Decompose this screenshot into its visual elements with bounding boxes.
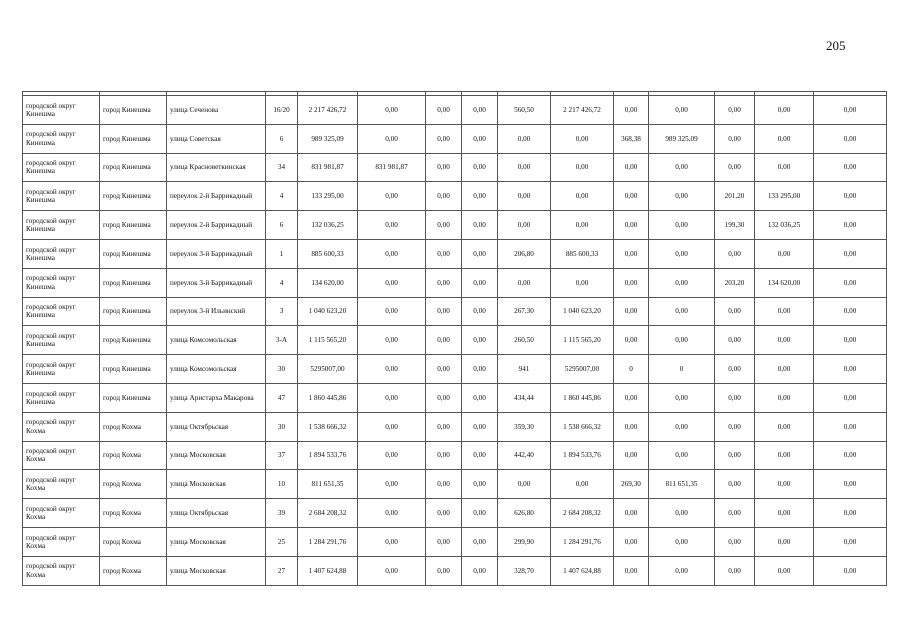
table-row: [23, 96, 887, 125]
cell-cost-col-8: 0,00: [462, 239, 498, 268]
cell-house-number: 3: [266, 297, 298, 326]
cell-cost-col-10: 0,00: [551, 268, 614, 297]
cell-municipality: городской округ Кинешма: [23, 326, 100, 355]
cell-cost-col-15: 0,00: [814, 355, 887, 384]
cell-settlement: город Кохма: [100, 499, 167, 528]
cell-cost-col-6: 0,00: [358, 556, 426, 585]
cell-cost-col-6: 0,00: [358, 326, 426, 355]
cell-cost-col-8: 0,00: [462, 383, 498, 412]
cell-cost-col-8: 0,00: [462, 527, 498, 556]
cell-area-col-13: 0,00: [715, 297, 755, 326]
cell-street: переулок 3-й Баррикадный: [167, 268, 266, 297]
cell-cost-col-12: 0,00: [649, 441, 715, 470]
cell-total-cost: 1 040 623,20: [298, 297, 358, 326]
cell-cost-col-7: 0,00: [426, 499, 462, 528]
cell-cost-col-7: 0,00: [426, 355, 462, 384]
cell-area: 941: [498, 355, 551, 384]
cell-area-col-13: 0,00: [715, 124, 755, 153]
cell-area-col-13: 0,00: [715, 499, 755, 528]
cell-cost-col-14: 0,00: [755, 239, 814, 268]
cell-municipality: городской округ Кинешма: [23, 383, 100, 412]
table-row: [23, 326, 887, 355]
cell-total-cost: 1 538 666,32: [298, 412, 358, 441]
cell-cost-col-7: 0,00: [426, 124, 462, 153]
cell-settlement: город Кохма: [100, 470, 167, 499]
cell-area-col-11: 269,30: [614, 470, 649, 499]
cell-area-col-11: 0,00: [614, 211, 649, 240]
cell-cost-col-15: 0,00: [814, 326, 887, 355]
cell-area-col-13: 0,00: [715, 412, 755, 441]
cell-cost-col-15: 0,00: [814, 383, 887, 412]
cell-settlement: город Кинешма: [100, 326, 167, 355]
cell-settlement: город Кинешма: [100, 239, 167, 268]
cell-total-cost: 1 407 624,88: [298, 556, 358, 585]
cell-municipality: городской округ Кохма: [23, 556, 100, 585]
cell-cost-col-6: 831 981,87: [358, 153, 426, 182]
cell-cost-col-15: 0,00: [814, 499, 887, 528]
cell-street: улица Московская: [167, 527, 266, 556]
cell-cost-col-6: 0,00: [358, 412, 426, 441]
cell-street: улица Комсомольская: [167, 326, 266, 355]
cell-municipality: городской округ Кинешма: [23, 182, 100, 211]
cell-total-cost: 1 115 565,20: [298, 326, 358, 355]
cell-house-number: 37: [266, 441, 298, 470]
cell-municipality: городской округ Кинешма: [23, 153, 100, 182]
cell-municipality: городской округ Кохма: [23, 441, 100, 470]
cell-cost-col-14: 134 620,00: [755, 268, 814, 297]
cell-municipality: городской округ Кохма: [23, 499, 100, 528]
cell-area: 299,90: [498, 527, 551, 556]
cell-municipality: городской округ Кохма: [23, 412, 100, 441]
cell-settlement: город Кинешма: [100, 153, 167, 182]
cell-area-col-11: 0,00: [614, 412, 649, 441]
cell-total-cost: 811 651,35: [298, 470, 358, 499]
cell-cost-col-6: 0,00: [358, 499, 426, 528]
cell-settlement: город Кохма: [100, 441, 167, 470]
cell-total-cost: 1 860 445,86: [298, 383, 358, 412]
table-row: [23, 239, 887, 268]
cell-cost-col-6: 0,00: [358, 182, 426, 211]
cell-cost-col-14: 0,00: [755, 124, 814, 153]
cell-area-col-13: 203,20: [715, 268, 755, 297]
cell-cost-col-15: 0,00: [814, 124, 887, 153]
cell-settlement: город Кинешма: [100, 211, 167, 240]
cell-area-col-13: 199,30: [715, 211, 755, 240]
cell-municipality: городской округ Кохма: [23, 470, 100, 499]
cell-house-number: 39: [266, 499, 298, 528]
cell-area-col-11: 0,00: [614, 556, 649, 585]
cell-cost-col-15: 0,00: [814, 182, 887, 211]
cell-cost-col-14: 0,00: [755, 499, 814, 528]
cell-cost-col-15: 0,00: [814, 412, 887, 441]
cell-cost-col-15: 0,00: [814, 470, 887, 499]
cell-cost-col-15: 0,00: [814, 153, 887, 182]
cell-cost-col-10: 0,00: [551, 124, 614, 153]
cell-area-col-13: 0,00: [715, 355, 755, 384]
cell-cost-col-10: 1 538 666,32: [551, 412, 614, 441]
cell-cost-col-6: 0,00: [358, 297, 426, 326]
cell-cost-col-14: 0,00: [755, 297, 814, 326]
cell-area: 359,30: [498, 412, 551, 441]
cell-cost-col-15: 0,00: [814, 297, 887, 326]
cell-cost-col-10: 2 217 426,72: [551, 96, 614, 125]
cell-cost-col-6: 0,00: [358, 527, 426, 556]
cell-area: 0,00: [498, 124, 551, 153]
cell-cost-col-15: 0,00: [814, 211, 887, 240]
cell-cost-col-7: 0,00: [426, 412, 462, 441]
cell-cost-col-14: 132 036,25: [755, 211, 814, 240]
cell-area-col-11: 0,00: [614, 96, 649, 125]
cell-street: улица Аристарха Макарова: [167, 383, 266, 412]
cell-area-col-13: 0,00: [715, 441, 755, 470]
cell-area: 434,44: [498, 383, 551, 412]
cell-cost-col-6: 0,00: [358, 211, 426, 240]
cell-cost-col-12: 0,00: [649, 383, 715, 412]
table-row: [23, 297, 887, 326]
cell-area: 0,00: [498, 470, 551, 499]
cell-street: переулок 2-й Баррикадный: [167, 211, 266, 240]
cell-area-col-11: 0,00: [614, 441, 649, 470]
cell-cost-col-14: 0,00: [755, 355, 814, 384]
cell-total-cost: 989 325,09: [298, 124, 358, 153]
table-row: [23, 441, 887, 470]
cell-area-col-13: 0,00: [715, 556, 755, 585]
cell-settlement: город Кинешма: [100, 383, 167, 412]
cell-street: переулок 3-й Ильинский: [167, 297, 266, 326]
cell-cost-col-15: 0,00: [814, 268, 887, 297]
cell-cost-col-7: 0,00: [426, 470, 462, 499]
table-row: [23, 153, 887, 182]
cell-cost-col-6: 0,00: [358, 124, 426, 153]
cell-area: 267,30: [498, 297, 551, 326]
cell-cost-col-6: 0,00: [358, 383, 426, 412]
cell-house-number: 4: [266, 182, 298, 211]
cell-cost-col-7: 0,00: [426, 96, 462, 125]
cell-cost-col-12: 0: [649, 355, 715, 384]
cell-area-col-11: 0,00: [614, 297, 649, 326]
cell-settlement: город Кинешма: [100, 297, 167, 326]
cell-area-col-13: 0,00: [715, 153, 755, 182]
cell-house-number: 16/20: [266, 96, 298, 125]
cell-total-cost: 831 981,87: [298, 153, 358, 182]
cell-cost-col-10: 1 860 445,86: [551, 383, 614, 412]
cell-total-cost: 5295007,00: [298, 355, 358, 384]
cell-cost-col-12: 0,00: [649, 153, 715, 182]
cell-total-cost: 1 284 291,76: [298, 527, 358, 556]
cell-settlement: город Кинешма: [100, 96, 167, 125]
cell-cost-col-10: 1 040 623,20: [551, 297, 614, 326]
cell-cost-col-7: 0,00: [426, 182, 462, 211]
cell-cost-col-12: 0,00: [649, 96, 715, 125]
cell-cost-col-10: 0,00: [551, 182, 614, 211]
cell-street: переулок 3-й Баррикадный: [167, 239, 266, 268]
cell-area-col-11: 368,38: [614, 124, 649, 153]
cell-area-col-11: 0,00: [614, 182, 649, 211]
cell-street: улица Московская: [167, 470, 266, 499]
cell-cost-col-10: 1 894 533,76: [551, 441, 614, 470]
cell-cost-col-10: 0,00: [551, 470, 614, 499]
cell-municipality: городской округ Кинешма: [23, 239, 100, 268]
cell-settlement: город Кохма: [100, 412, 167, 441]
cell-cost-col-12: 0,00: [649, 211, 715, 240]
cell-cost-col-15: 0,00: [814, 239, 887, 268]
cell-area-col-11: 0,00: [614, 268, 649, 297]
cell-settlement: город Кинешма: [100, 124, 167, 153]
cell-municipality: городской округ Кинешма: [23, 355, 100, 384]
cell-cost-col-6: 0,00: [358, 355, 426, 384]
cell-cost-col-14: 0,00: [755, 441, 814, 470]
cell-municipality: городской округ Кинешма: [23, 268, 100, 297]
cell-cost-col-14: 0,00: [755, 412, 814, 441]
cell-cost-col-8: 0,00: [462, 124, 498, 153]
cell-cost-col-10: 0,00: [551, 211, 614, 240]
cell-cost-col-7: 0,00: [426, 527, 462, 556]
cell-house-number: 3-А: [266, 326, 298, 355]
cell-cost-col-10: 1 115 565,20: [551, 326, 614, 355]
cell-cost-col-8: 0,00: [462, 211, 498, 240]
cell-cost-col-10: 2 684 208,32: [551, 499, 614, 528]
cell-cost-col-7: 0,00: [426, 556, 462, 585]
cell-area: 0,00: [498, 268, 551, 297]
cell-house-number: 6: [266, 211, 298, 240]
cell-house-number: 25: [266, 527, 298, 556]
cell-cost-col-7: 0,00: [426, 153, 462, 182]
cell-cost-col-14: 0,00: [755, 326, 814, 355]
cell-cost-col-15: 0,00: [814, 527, 887, 556]
cell-total-cost: 1 894 533,76: [298, 441, 358, 470]
cell-area-col-13: 0,00: [715, 470, 755, 499]
cell-cost-col-8: 0,00: [462, 441, 498, 470]
cell-area-col-13: 201,20: [715, 182, 755, 211]
cell-cost-col-12: 0,00: [649, 182, 715, 211]
cell-cost-col-12: 0,00: [649, 297, 715, 326]
cell-total-cost: 134 620,00: [298, 268, 358, 297]
cell-cost-col-15: 0,00: [814, 441, 887, 470]
cell-cost-col-6: 0,00: [358, 239, 426, 268]
cell-cost-col-14: 133 295,00: [755, 182, 814, 211]
cell-cost-col-7: 0,00: [426, 211, 462, 240]
cell-area: 442,40: [498, 441, 551, 470]
cell-cost-col-14: 0,00: [755, 383, 814, 412]
cell-cost-col-8: 0,00: [462, 499, 498, 528]
cell-area-col-13: 0,00: [715, 527, 755, 556]
cell-cost-col-8: 0,00: [462, 556, 498, 585]
cell-area: 206,80: [498, 239, 551, 268]
cell-municipality: городской округ Кинешма: [23, 297, 100, 326]
cell-cost-col-15: 0,00: [814, 96, 887, 125]
cell-cost-col-8: 0,00: [462, 182, 498, 211]
cell-cost-col-12: 0,00: [649, 556, 715, 585]
cell-street: улица Октябрьская: [167, 412, 266, 441]
cell-cost-col-10: 885 600,33: [551, 239, 614, 268]
cell-cost-col-14: 0,00: [755, 527, 814, 556]
cell-cost-col-8: 0,00: [462, 355, 498, 384]
cell-street: улица Московская: [167, 556, 266, 585]
table-row: [23, 211, 887, 240]
table-row: [23, 556, 887, 585]
cell-area-col-11: 0,00: [614, 326, 649, 355]
cell-cost-col-8: 0,00: [462, 297, 498, 326]
cell-cost-col-8: 0,00: [462, 268, 498, 297]
cell-area-col-11: 0,00: [614, 239, 649, 268]
cell-area: 560,50: [498, 96, 551, 125]
cell-street: переулок 2-й Баррикадный: [167, 182, 266, 211]
cell-area: 0,00: [498, 153, 551, 182]
cell-cost-col-12: 0,00: [649, 239, 715, 268]
cell-area: 328,70: [498, 556, 551, 585]
cell-cost-col-15: 0,00: [814, 556, 887, 585]
cell-house-number: 30: [266, 355, 298, 384]
cell-area-col-11: 0,00: [614, 527, 649, 556]
cell-cost-col-7: 0,00: [426, 326, 462, 355]
cell-settlement: город Кинешма: [100, 182, 167, 211]
cell-cost-col-8: 0,00: [462, 412, 498, 441]
registry-table: [22, 91, 887, 586]
cell-area-col-11: 0,00: [614, 499, 649, 528]
cell-house-number: 47: [266, 383, 298, 412]
cell-area-col-13: 0,00: [715, 326, 755, 355]
cell-cost-col-6: 0,00: [358, 470, 426, 499]
cell-municipality: городской округ Кинешма: [23, 211, 100, 240]
cell-settlement: город Кохма: [100, 556, 167, 585]
cell-house-number: 34: [266, 153, 298, 182]
cell-cost-col-14: 0,00: [755, 470, 814, 499]
cell-cost-col-6: 0,00: [358, 268, 426, 297]
table-row: [23, 355, 887, 384]
cell-cost-col-8: 0,00: [462, 470, 498, 499]
cell-total-cost: 133 295,00: [298, 182, 358, 211]
cell-street: улица Советская: [167, 124, 266, 153]
cell-house-number: 1: [266, 239, 298, 268]
cell-area: 626,80: [498, 499, 551, 528]
cell-street: улица Московская: [167, 441, 266, 470]
cell-area-col-11: 0,00: [614, 383, 649, 412]
cell-municipality: городской округ Кинешма: [23, 96, 100, 125]
cell-cost-col-8: 0,00: [462, 153, 498, 182]
table-row: [23, 527, 887, 556]
cell-house-number: 6: [266, 124, 298, 153]
cell-cost-col-7: 0,00: [426, 383, 462, 412]
cell-municipality: городской округ Кинешма: [23, 124, 100, 153]
cell-area: 0,00: [498, 211, 551, 240]
cell-cost-col-12: 0,00: [649, 412, 715, 441]
cell-cost-col-10: 1 284 291,76: [551, 527, 614, 556]
cell-street: улица Сеченова: [167, 96, 266, 125]
cell-settlement: город Кинешма: [100, 355, 167, 384]
cell-cost-col-8: 0,00: [462, 96, 498, 125]
cell-cost-col-12: 0,00: [649, 527, 715, 556]
table-row: [23, 383, 887, 412]
cell-house-number: 27: [266, 556, 298, 585]
cell-total-cost: 885 600,33: [298, 239, 358, 268]
table-row: [23, 182, 887, 211]
cell-cost-col-14: 0,00: [755, 96, 814, 125]
cell-cost-col-6: 0,00: [358, 96, 426, 125]
cell-cost-col-12: 0,00: [649, 326, 715, 355]
cell-area-col-13: 0,00: [715, 239, 755, 268]
cell-street: улица Октябрьская: [167, 499, 266, 528]
cell-street: улица Красноветкинская: [167, 153, 266, 182]
cell-area-col-11: 0: [614, 355, 649, 384]
cell-total-cost: 2 217 426,72: [298, 96, 358, 125]
cell-total-cost: 2 684 208,32: [298, 499, 358, 528]
cell-cost-col-6: 0,00: [358, 441, 426, 470]
cell-cost-col-7: 0,00: [426, 239, 462, 268]
table-row: [23, 499, 887, 528]
cell-cost-col-7: 0,00: [426, 297, 462, 326]
cell-area: 0,00: [498, 182, 551, 211]
cell-cost-col-12: 0,00: [649, 268, 715, 297]
table-row: [23, 470, 887, 499]
cell-street: улица Комсомольская: [167, 355, 266, 384]
cell-area-col-11: 0,00: [614, 153, 649, 182]
cell-cost-col-12: 811 651,35: [649, 470, 715, 499]
cell-area-col-13: 0,00: [715, 96, 755, 125]
cell-cost-col-8: 0,00: [462, 326, 498, 355]
page-number: 205: [826, 38, 846, 53]
table-row: [23, 268, 887, 297]
cell-house-number: 4: [266, 268, 298, 297]
table-body: [23, 92, 887, 586]
cell-municipality: городской округ Кохма: [23, 527, 100, 556]
cell-cost-col-10: 0,00: [551, 153, 614, 182]
cell-cost-col-7: 0,00: [426, 441, 462, 470]
cell-cost-col-14: 0,00: [755, 556, 814, 585]
cell-total-cost: 132 036,25: [298, 211, 358, 240]
cell-cost-col-10: 1 407 624,88: [551, 556, 614, 585]
table-row: [23, 124, 887, 153]
cell-cost-col-12: 989 325,09: [649, 124, 715, 153]
table-row: [23, 412, 887, 441]
cell-area-col-13: 0,00: [715, 383, 755, 412]
cell-house-number: 10: [266, 470, 298, 499]
cell-cost-col-12: 0,00: [649, 499, 715, 528]
cell-settlement: город Кинешма: [100, 268, 167, 297]
cell-cost-col-14: 0,00: [755, 153, 814, 182]
cell-house-number: 30: [266, 412, 298, 441]
cell-area: 260,50: [498, 326, 551, 355]
cell-settlement: город Кохма: [100, 527, 167, 556]
cell-cost-col-10: 5295007,00: [551, 355, 614, 384]
cell-cost-col-7: 0,00: [426, 268, 462, 297]
